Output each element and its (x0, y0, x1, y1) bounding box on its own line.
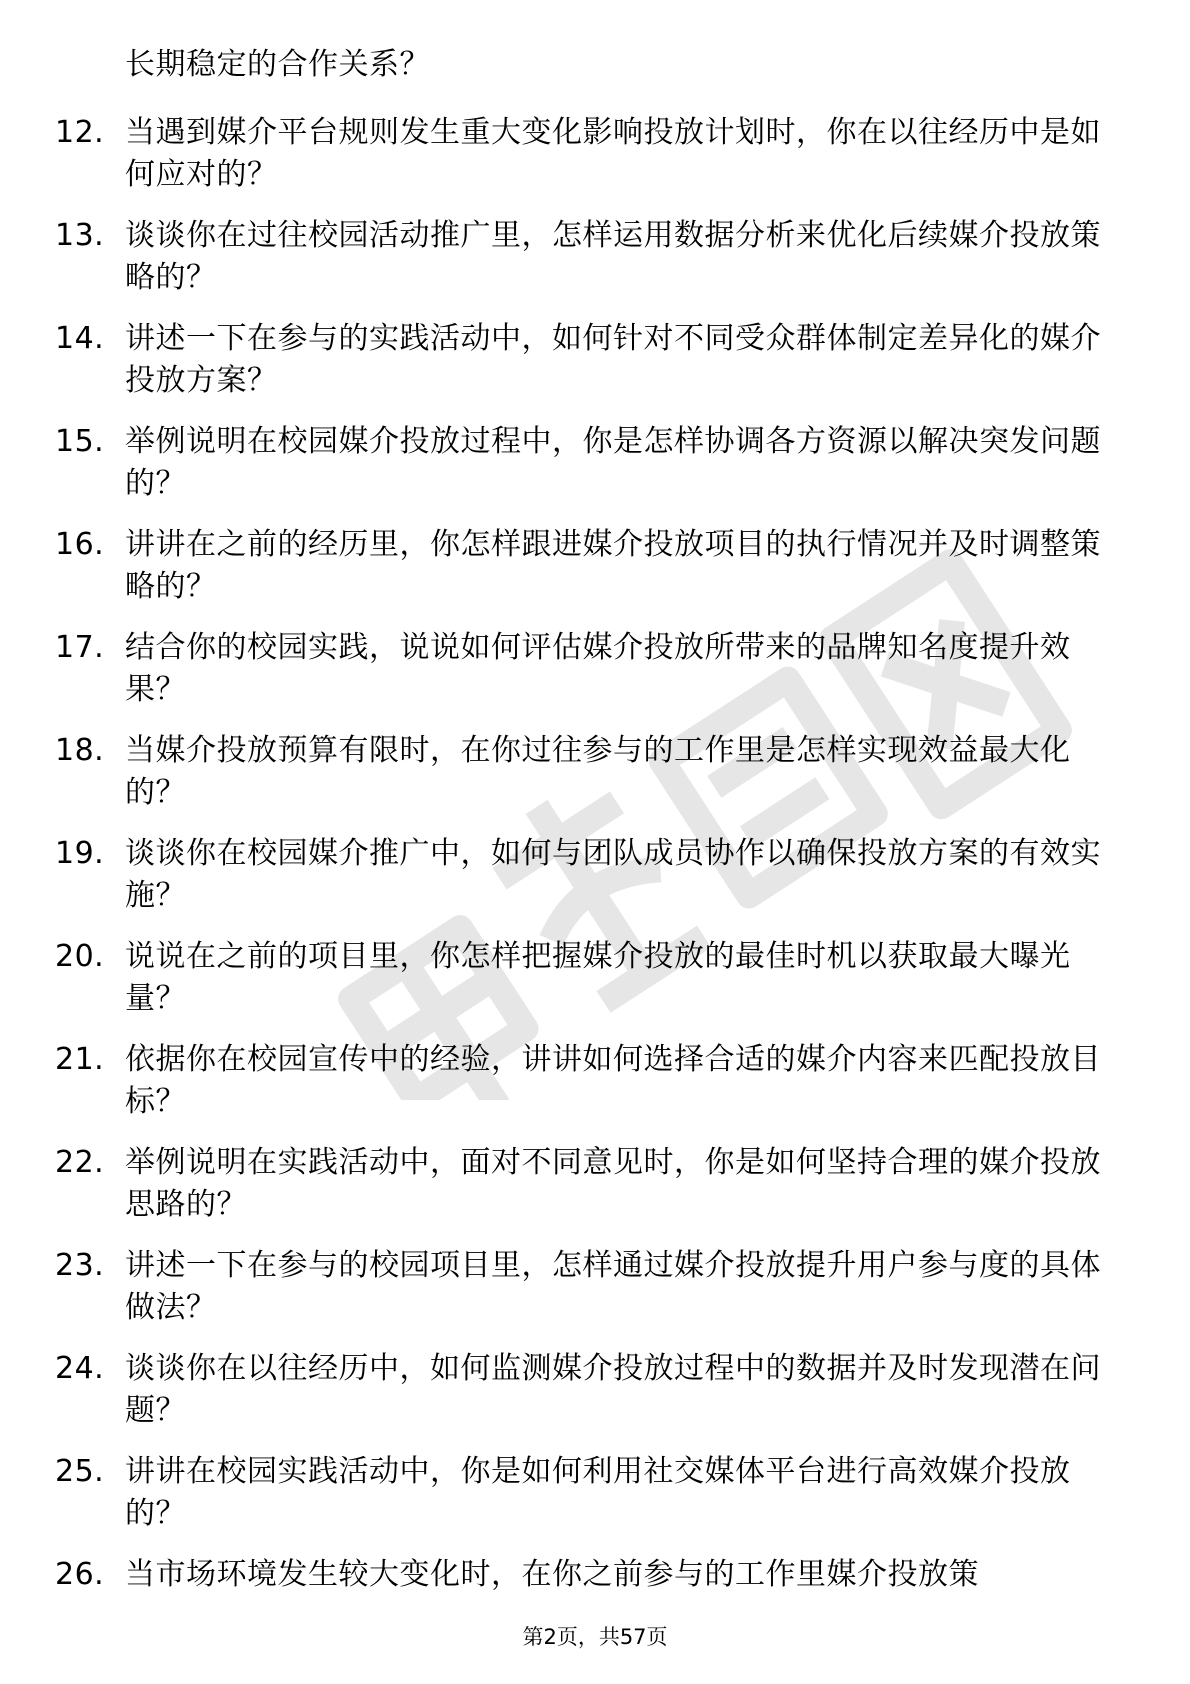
question-number: 18. (55, 733, 105, 768)
continued-question-text: 长期稳定的合作关系？ (125, 47, 430, 82)
question-number: 25. (55, 1454, 105, 1489)
question-text: 结合你的校园实践，说说如何评估媒介投放所带来的品牌知名度提升效果？ (125, 630, 1071, 707)
question-number: 13. (55, 218, 105, 253)
question-number: 12. (55, 115, 105, 150)
question-number: 20. (55, 939, 105, 974)
question-item (55, 1451, 1115, 1535)
question-number: 21. (55, 1042, 105, 1077)
question-item (55, 318, 1115, 402)
question-number: 15. (55, 424, 105, 459)
question-item (55, 215, 1115, 299)
question-text: 谈谈你在过往校园活动推广里，怎样运用数据分析来优化后续媒介投放策略的？ (125, 218, 1101, 295)
question-item (55, 524, 1115, 608)
question-text: 当媒介投放预算有限时，在你过往参与的工作里是怎样实现效益最大化的？ (125, 733, 1071, 810)
question-number: 24. (55, 1351, 105, 1386)
question-item (55, 1554, 1115, 1596)
question-text: 谈谈你在以往经历中，如何监测媒介投放过程中的数据并及时发现潜在问题？ (125, 1351, 1101, 1428)
question-item (55, 627, 1115, 711)
question-number: 22. (55, 1145, 105, 1180)
question-text: 说说在之前的项目里，你怎样把握媒介投放的最佳时机以获取最大曝光量？ (125, 939, 1071, 1016)
question-list (55, 112, 1115, 1596)
question-number: 14. (55, 321, 105, 356)
question-content (55, 44, 1115, 1615)
question-number: 16. (55, 527, 105, 562)
question-item (55, 1039, 1115, 1123)
question-item (55, 1245, 1115, 1329)
question-number: 23. (55, 1248, 105, 1283)
question-item (55, 421, 1115, 505)
question-item (55, 112, 1115, 196)
question-item (55, 1142, 1115, 1226)
question-number: 19. (55, 836, 105, 871)
question-text: 讲讲在之前的经历里，你怎样跟进媒介投放项目的执行情况并及时调整策略的？ (125, 527, 1101, 604)
question-text: 举例说明在实践活动中，面对不同意见时，你是如何坚持合理的媒介投放思路的？ (125, 1145, 1101, 1222)
question-text: 依据你在校园宣传中的经验，讲讲如何选择合适的媒介内容来匹配投放目标？ (125, 1042, 1101, 1119)
page-number-label: 第2页，共57页 (522, 1625, 668, 1649)
question-text: 讲述一下在参与的校园项目里，怎样通过媒介投放提升用户参与度的具体做法？ (125, 1248, 1101, 1325)
question-text: 当市场环境发生较大变化时，在你之前参与的工作里媒介投放策 (125, 1557, 979, 1592)
question-text: 讲述一下在参与的实践活动中，如何针对不同受众群体制定差异化的媒介投放方案？ (125, 321, 1101, 398)
question-text: 当遇到媒介平台规则发生重大变化影响投放计划时，你在以往经历中是如何应对的？ (125, 115, 1101, 192)
question-text: 谈谈你在校园媒介推广中，如何与团队成员协作以确保投放方案的有效实施？ (125, 836, 1101, 913)
question-item (55, 833, 1115, 917)
page-footer (0, 1623, 1190, 1651)
question-number: 17. (55, 630, 105, 665)
question-number: 26. (55, 1557, 105, 1592)
question-item (55, 730, 1115, 814)
question-item (55, 936, 1115, 1020)
question-item (55, 1348, 1115, 1432)
question-text: 举例说明在校园媒介投放过程中，你是怎样协调各方资源以解决突发问题的？ (125, 424, 1101, 501)
question-text: 讲讲在校园实践活动中，你是如何利用社交媒体平台进行高效媒介投放的？ (125, 1454, 1071, 1531)
